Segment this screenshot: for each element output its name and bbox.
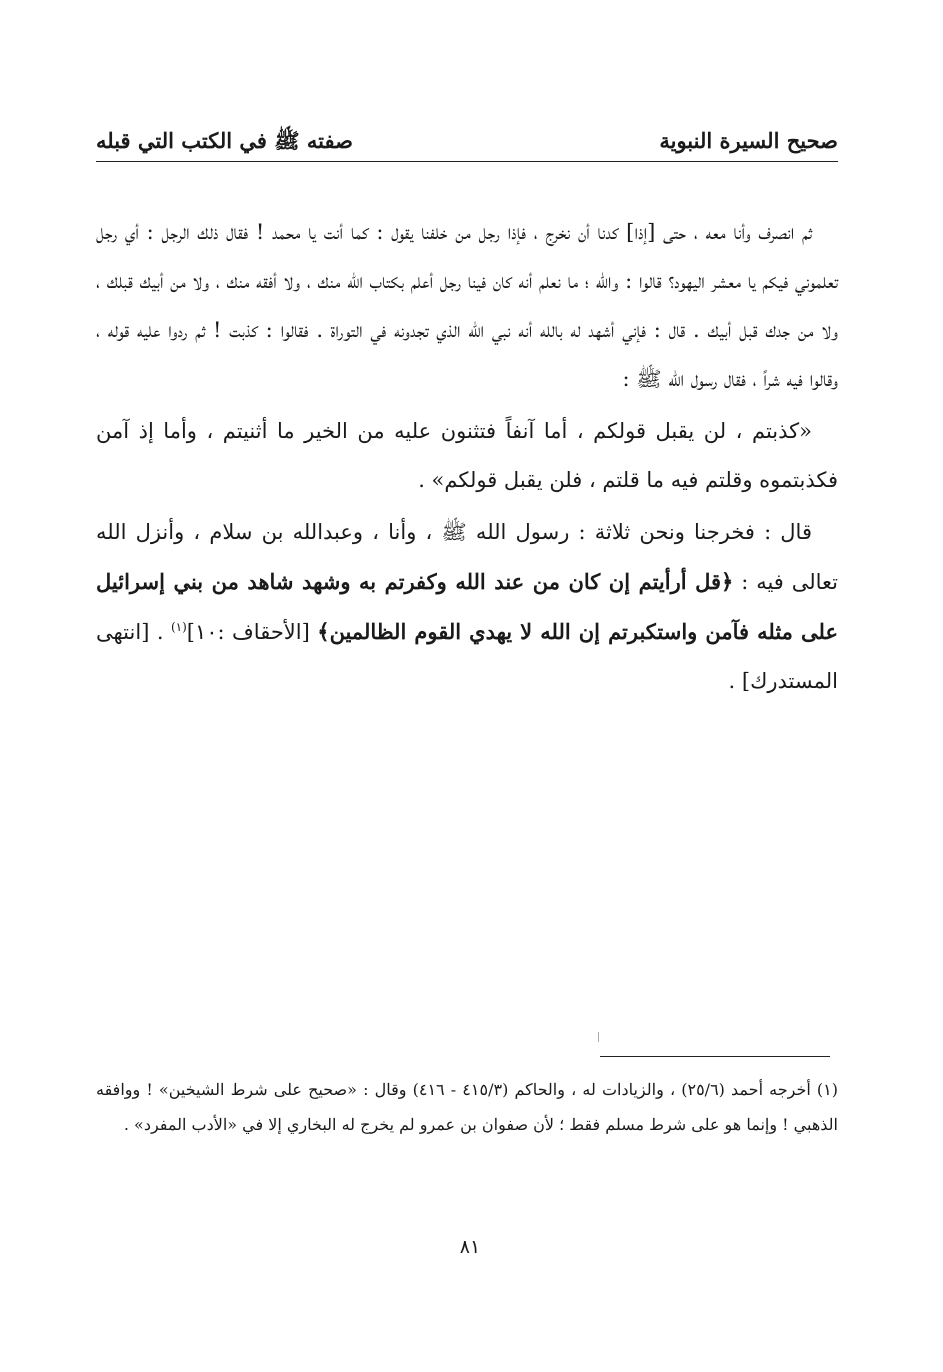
footnote-reference: (١) bbox=[170, 620, 187, 634]
section-title: صفته ﷺ في الكتب التي قبله bbox=[96, 128, 353, 153]
verse-citation: [الأحقاف :١٠] bbox=[186, 620, 310, 644]
paragraph-2: «كذبتم ، لن يقبل قولكم ، أما آنفاً فتثنون عليه من الخير ما أثنيتم ، وأما إذ آمن فكذبتموه وقلتم فيه ما قلتم ، فلن يقبل قولكم» . bbox=[96, 419, 838, 492]
paragraph-3-end: . [انتهى المستدرك] . bbox=[96, 620, 838, 693]
paragraph-3 bbox=[96, 508, 838, 706]
page-number: ٨١ bbox=[459, 1236, 481, 1258]
quran-verse: ﴿قل أرأيتم إن كان من عند الله وكفرتم به وشهد شاهد من بني إسرائيل على مثله فآمن واستكبرتم إن الله لا يهدي القوم الظالمين﴾ bbox=[96, 569, 838, 644]
footnote-divider bbox=[600, 1056, 830, 1057]
running-header bbox=[96, 120, 838, 160]
header-divider bbox=[96, 161, 838, 162]
footnote bbox=[96, 1072, 838, 1142]
main-text bbox=[96, 208, 838, 706]
paragraph-3-intro: قال : فخرجنا ونحن ثلاثة : رسول الله ﷺ ، وأنا ، وعبدالله بن سلام ، وأنزل الله تعالى فيه : bbox=[96, 520, 838, 594]
footnote-text: (١) أخرجه أحمد (٢٥/٦) ، والزيادات له ، والحاكم (٤١٥/٣ - ٤١٦) وقال : «صحيح على شرط الشيخين» ! ووافقه الذهبي ! وإنما هو على شرط مسلم فقط ؛ لأن صفوان بن عمرو لم يخرج له البخاري إلا في «الأدب المفرد» . bbox=[96, 1080, 838, 1134]
scan-mark bbox=[598, 1032, 599, 1042]
paragraph-1: ثم انصرف وأنا معه ، حتى [إذا] كدنا أن نخرج ، فإذا رجل من خلفنا يقول : كما أنت يا محمد ! فقال ذلك الرجل : أي رجل تعلموني فيكم يا معشر اليهود؟ قالوا : والله ؛ ما نعلم أنه كان فينا رجل أعلم بكتاب الله منك ، ولا أفقه منك ، ولا من أبيك قبلك ، ولا من جدك قبل أبيك . قال : فإني أشهد له بالله أنه نبي الله الذي تجدونه في التوراة . فقالوا : كذبت ! ثم ردوا عليه قوله ، وقالوا فيه شراً ، فقال رسول الله ﷺ : bbox=[96, 220, 838, 391]
book-title: صحيح السيرة النبوية bbox=[659, 128, 838, 153]
